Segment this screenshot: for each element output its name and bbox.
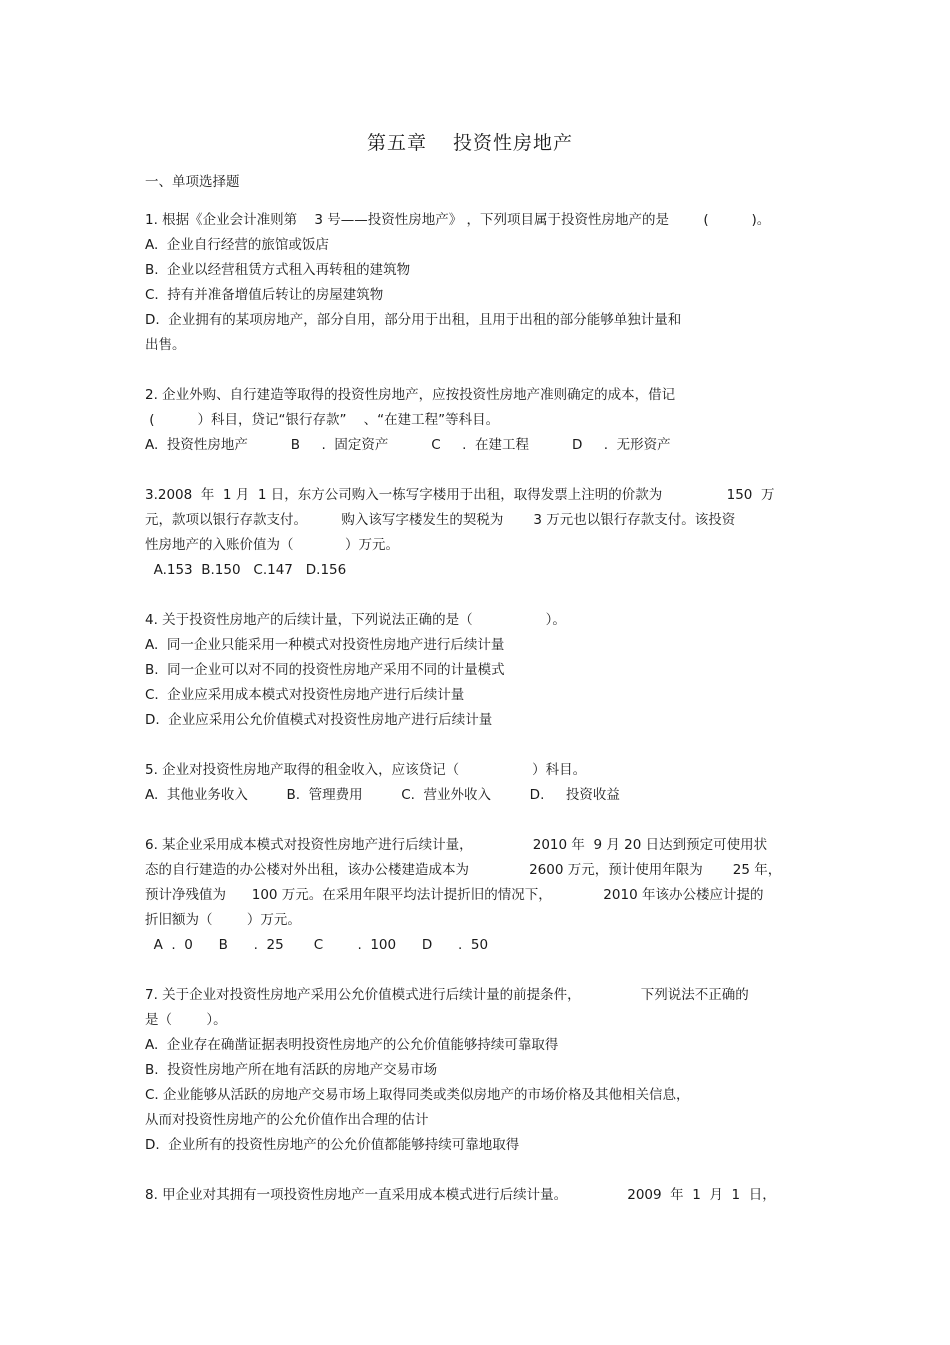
text-line: 性房地产的入账价值为（ ）万元。: [145, 537, 399, 553]
text-line: A. 其他业务收入 B. 管理费用 C. 营业外收入 D. 投资收益: [145, 787, 620, 803]
text-line: 1. 根据《企业会计准则第 3 号——投资性房地产》 ，下列项目属于投资性房地产的是 ( )。: [145, 212, 771, 228]
text-line: C. 持有并准备增值后转让的房屋建筑物: [145, 287, 384, 303]
text-line: A. 企业存在确凿证据表明投资性房地产的公允价值能够持续可靠取得: [145, 1037, 559, 1053]
text-line: 7. 关于企业对投资性房地产采用公允价值模式进行后续计量的前提条件， 下列说法不正确的: [145, 987, 749, 1003]
text-line: 态的自行建造的办公楼对外出租，该办公楼建造成本为 2600 万元，预计使用年限为 25 年，: [145, 862, 782, 878]
text-line: B. 企业以经营租赁方式租入再转租的建筑物: [145, 262, 411, 278]
text-line: 预计净残值为 100 万元。在采用年限平均法计提折旧的情况下， 2010 年该办公楼应计提的: [145, 887, 764, 903]
text-line: D. 企业所有的投资性房地产的公允价值都能够持续可靠地取得: [145, 1137, 520, 1153]
text-line: 出售。: [145, 337, 186, 353]
text-line: ( ）科目，贷记“银行存款” 、“在建工程”等科目。: [145, 412, 500, 428]
text-line: B. 投资性房地产所在地有活跃的房地产交易市场: [145, 1062, 438, 1078]
text-line: A.153 B.150 C.147 D.156: [145, 562, 347, 578]
text-line: C. 企业应采用成本模式对投资性房地产进行后续计量: [145, 687, 465, 703]
section-heading: 一、单项选择题: [145, 174, 240, 190]
text-line: D. 企业拥有的某项房地产，部分自用，部分用于出租，且用于出租的部分能够单独计量和: [145, 312, 682, 328]
text-line: B. 同一企业可以对不同的投资性房地产采用不同的计量模式: [145, 662, 505, 678]
text-line: 元，款项以银行存款支付。 购入该写字楼发生的契税为 3 万元也以银行存款支付。该投资: [145, 512, 736, 528]
text-line: 3.2008 年 1 月 1 日，东方公司购入一栋写字楼用于出租，取得发票上注明的价款为 150 万: [145, 487, 775, 503]
text-line: 从而对投资性房地产的公允价值作出合理的估计: [145, 1112, 429, 1128]
text-line: 5. 企业对投资性房地产取得的租金收入，应该贷记（ ）科目。: [145, 762, 587, 778]
chapter-name: 投资性房地产: [453, 132, 574, 154]
text-line: A. 同一企业只能采用一种模式对投资性房地产进行后续计量: [145, 637, 505, 653]
text-line: A . 0 B . 25 C . 100 D . 50: [145, 937, 489, 953]
text-line: 6. 某企业采用成本模式对投资性房地产进行后续计量， 2010 年 9 月 20 日达到预定可使用状: [145, 837, 768, 853]
text-line: 4. 关于投资性房地产的后续计量，下列说法正确的是（ ）。: [145, 612, 566, 628]
chapter-title: [0, 128, 940, 155]
chapter-number: 第五章: [366, 132, 427, 154]
text-line: 是（ ）。: [145, 1012, 227, 1028]
text-line: A. 企业自行经营的旅馆或饭店: [145, 237, 329, 253]
text-line: 2. 企业外购、自行建造等取得的投资性房地产，应按投资性房地产准则确定的成本，借记: [145, 387, 676, 403]
text-line: 8. 甲企业对其拥有一项投资性房地产一直采用成本模式进行后续计量。 2009 年 1 月 1 日，: [145, 1187, 776, 1203]
text-line: 折旧额为（ ）万元。: [145, 912, 301, 928]
text-line: D. 企业应采用公允价值模式对投资性房地产进行后续计量: [145, 712, 493, 728]
text-line: A. 投资性房地产 B . 固定资产 C . 在建工程 D . 无形资产: [145, 437, 671, 453]
text-line: C. 企业能够从活跃的房地产交易市场上取得同类或类似房地产的市场价格及其他相关信息，: [145, 1087, 690, 1103]
